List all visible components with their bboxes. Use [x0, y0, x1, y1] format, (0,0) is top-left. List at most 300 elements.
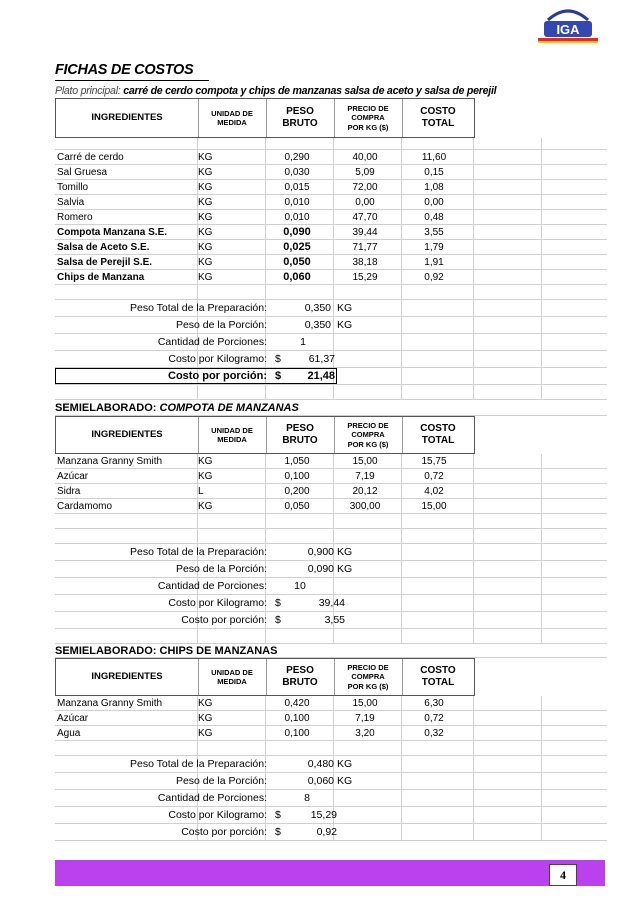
total-cost: 0,72 — [424, 712, 444, 724]
table-row — [55, 696, 607, 711]
header-peso: PESO BRUTO — [282, 664, 318, 688]
grid-line — [541, 150, 542, 164]
blank-row — [55, 138, 607, 150]
ingredient-name: Compota Manzana S.E. — [57, 226, 168, 238]
grid-line — [401, 629, 402, 643]
grid-line — [401, 544, 402, 560]
grid-line — [541, 529, 542, 543]
currency-sign: $ — [275, 809, 281, 821]
grid-line — [473, 368, 474, 384]
header-ingredientes: INGREDIENTES — [91, 671, 163, 683]
purchase-price: 0,00 — [355, 196, 375, 208]
total-weight-unit: KG — [337, 302, 353, 314]
grid-line — [541, 270, 542, 284]
grid-line — [333, 529, 334, 543]
cost-per-portion-label: Costo por porción: — [168, 370, 267, 382]
header-precio: PRECIO DE COMPRA POR KG ($) — [347, 420, 389, 449]
currency-sign: $ — [275, 614, 281, 626]
grid-line — [541, 180, 542, 194]
grid-line — [333, 300, 334, 316]
grid-line — [541, 578, 542, 594]
grid-line — [401, 756, 402, 772]
gross-weight: 0,290 — [284, 151, 310, 163]
gross-weight: 0,100 — [284, 470, 310, 482]
grid-line — [401, 612, 402, 628]
total-weight-unit: KG — [337, 546, 353, 558]
unit-of-measure: KG — [198, 181, 213, 193]
table-row — [55, 726, 607, 741]
header-divider — [198, 659, 199, 695]
portion-count-label: Cantidad de Porciones: — [157, 336, 267, 348]
grid-line — [333, 285, 334, 299]
table-row — [55, 180, 607, 195]
grid-line — [401, 385, 402, 399]
portion-count-label: Cantidad de Porciones: — [157, 792, 267, 804]
table-row — [55, 499, 607, 514]
gross-weight: 0,100 — [284, 712, 310, 724]
unit-of-measure: KG — [198, 151, 213, 163]
blank-row — [55, 529, 607, 544]
grid-line — [541, 300, 542, 316]
grid-line — [473, 300, 474, 316]
ingredient-name: Manzana Granny Smith — [57, 697, 163, 709]
ingredient-name: Sal Gruesa — [57, 166, 108, 178]
cost-per-portion-value: 3,55 — [324, 614, 345, 626]
ingredient-name: Azúcar — [57, 470, 89, 482]
grid-line — [473, 469, 474, 483]
gross-weight: 0,420 — [284, 697, 310, 709]
grid-line — [197, 138, 198, 149]
grid-line — [473, 165, 474, 179]
grid-line — [197, 629, 198, 643]
grid-line — [541, 726, 542, 740]
grid-line — [541, 317, 542, 333]
purchase-price: 40,00 — [352, 151, 378, 163]
section-title-chips: SEMIELABORADO: CHIPS DE MANZANAS — [55, 644, 607, 658]
unit-of-measure: KG — [198, 241, 213, 253]
header-divider — [402, 659, 403, 695]
grid-line — [541, 499, 542, 513]
total-cost: 0,00 — [424, 196, 444, 208]
ingredient-name: Salvia — [57, 196, 85, 208]
grid-line — [541, 385, 542, 399]
cost-per-portion-row — [55, 368, 607, 385]
cost-per-portion-value: 21,48 — [307, 370, 335, 382]
grid-line — [473, 150, 474, 164]
unit-of-measure: KG — [198, 211, 213, 223]
table-row — [55, 210, 607, 225]
unit-of-measure: KG — [198, 196, 213, 208]
total-cost: 0,92 — [424, 271, 444, 283]
portion-weight-value: 0,350 — [304, 319, 331, 331]
total-cost: 0,48 — [424, 211, 444, 223]
header-divider — [402, 99, 403, 137]
portion-weight-label: Peso de la Porción: — [175, 775, 267, 787]
grid-line — [401, 773, 402, 789]
blank-row — [55, 385, 607, 400]
grid-line — [473, 317, 474, 333]
currency-sign: $ — [275, 826, 281, 838]
total-cost: 1,79 — [424, 241, 444, 253]
blank-row — [55, 285, 607, 300]
cost-per-portion-row — [55, 612, 607, 629]
grid-line — [473, 240, 474, 254]
header-divider — [402, 417, 403, 453]
highlight-box — [55, 368, 337, 384]
total-cost: 11,60 — [421, 151, 447, 163]
unit-of-measure: KG — [198, 271, 213, 283]
gross-weight: 0,090 — [283, 226, 311, 238]
total-cost: 3,55 — [424, 226, 444, 238]
table-row — [55, 165, 607, 180]
unit-of-measure: KG — [198, 712, 213, 724]
grid-line — [541, 807, 542, 823]
gross-weight: 0,010 — [284, 211, 310, 223]
header-costo: COSTO TOTAL — [420, 105, 456, 129]
grid-line — [473, 773, 474, 789]
header-divider — [334, 659, 335, 695]
header-ingredientes: INGREDIENTES — [91, 112, 163, 124]
grid-line — [265, 629, 266, 643]
subtitle-value: carré de cerdo compota y chips de manzanas salsa de aceto y salsa de perejil — [123, 85, 497, 97]
cost-per-kg-value: 15,29 — [310, 809, 337, 821]
grid-line — [401, 317, 402, 333]
grid-line — [541, 255, 542, 269]
grid-line — [473, 499, 474, 513]
gross-weight: 0,100 — [284, 727, 310, 739]
total-weight-label: Peso Total de la Preparación: — [130, 546, 267, 558]
unit-of-measure: KG — [198, 697, 213, 709]
grid-line — [473, 696, 474, 710]
unit-of-measure: KG — [198, 166, 213, 178]
grid-line — [401, 351, 402, 367]
header-divider — [334, 417, 335, 453]
grid-line — [541, 240, 542, 254]
total-weight-value: 0,480 — [307, 758, 334, 770]
portion-count-label: Cantidad de Porciones: — [157, 580, 267, 592]
unit-of-measure: KG — [198, 727, 213, 739]
grid-line — [473, 544, 474, 560]
grid-line — [265, 138, 266, 149]
total-weight-unit: KG — [337, 758, 353, 770]
currency-sign: $ — [275, 370, 282, 382]
currency-sign: $ — [275, 597, 281, 609]
grid-line — [401, 807, 402, 823]
costs-sheet — [55, 98, 607, 850]
table-header — [55, 416, 475, 454]
grid-line — [541, 138, 542, 149]
purchase-price: 72,00 — [352, 181, 378, 193]
grid-line — [541, 696, 542, 710]
blank-row — [55, 741, 607, 756]
unit-of-measure: L — [198, 485, 204, 497]
grid-line — [541, 773, 542, 789]
table-row — [55, 240, 607, 255]
grid-line — [401, 334, 402, 350]
table-row — [55, 454, 607, 469]
grid-line — [473, 138, 474, 149]
grid-line — [401, 824, 402, 840]
grid-line — [197, 741, 198, 755]
grid-line — [197, 285, 198, 299]
ingredient-name: Tomillo — [57, 181, 89, 193]
grid-line — [541, 711, 542, 725]
purchase-price: 20,12 — [352, 485, 378, 497]
cost-per-kg-label: Costo por Kilogramo: — [168, 353, 267, 365]
grid-line — [473, 561, 474, 577]
grid-line — [401, 790, 402, 806]
total-weight-row — [55, 544, 607, 561]
grid-line — [541, 454, 542, 468]
header-ingredientes: INGREDIENTES — [91, 429, 163, 441]
total-weight-value: 0,350 — [304, 302, 331, 314]
blank-row — [55, 514, 607, 529]
gross-weight: 0,010 — [284, 196, 310, 208]
grid-line — [333, 578, 334, 594]
portion-weight-row — [55, 317, 607, 334]
grid-line — [473, 629, 474, 643]
grid-line — [473, 285, 474, 299]
purchase-price: 39,44 — [352, 226, 378, 238]
grid-line — [541, 368, 542, 384]
subtitle — [55, 85, 496, 97]
grid-line — [333, 741, 334, 755]
grid-line — [541, 165, 542, 179]
grid-line — [401, 514, 402, 528]
table-row — [55, 225, 607, 240]
portion-weight-unit: KG — [337, 775, 353, 787]
total-weight-label: Peso Total de la Preparación: — [130, 758, 267, 770]
grid-line — [473, 756, 474, 772]
portion-weight-value: 0,060 — [307, 775, 334, 787]
grid-line — [401, 300, 402, 316]
portion-count-value: 1 — [300, 336, 306, 348]
grid-line — [265, 741, 266, 755]
header-unidad: UNIDAD DE MEDIDA — [211, 425, 253, 444]
portion-weight-label: Peso de la Porción: — [175, 563, 267, 575]
grid-line — [541, 824, 542, 840]
total-cost: 1,91 — [424, 256, 444, 268]
unit-of-measure: KG — [198, 226, 213, 238]
grid-line — [333, 334, 334, 350]
header-divider — [266, 659, 267, 695]
grid-line — [401, 578, 402, 594]
grid-line — [333, 317, 334, 333]
portion-weight-row — [55, 561, 607, 578]
grid-line — [541, 225, 542, 239]
gross-weight: 0,025 — [283, 241, 311, 253]
header-unidad: UNIDAD DE MEDIDA — [211, 667, 253, 686]
purchase-price: 7,19 — [355, 470, 375, 482]
section-title-compota — [55, 400, 607, 416]
ingredient-name: Azúcar — [57, 712, 89, 724]
total-cost: 15,75 — [421, 455, 447, 467]
grid-line — [473, 210, 474, 224]
cost-per-kg-row — [55, 807, 607, 824]
grid-line — [473, 255, 474, 269]
grid-line — [265, 285, 266, 299]
header-divider — [198, 417, 199, 453]
grid-line — [473, 741, 474, 755]
gross-weight: 0,015 — [284, 181, 310, 193]
portion-count-value: 10 — [294, 580, 306, 592]
header-unidad: UNIDAD DE MEDIDA — [211, 108, 253, 127]
purchase-price: 300,00 — [349, 500, 381, 512]
header-divider — [198, 99, 199, 137]
table-row — [55, 484, 607, 499]
unit-of-measure: KG — [198, 455, 213, 467]
cost-per-portion-label: Costo por porción: — [181, 614, 267, 626]
portion-weight-label: Peso de la Porción: — [175, 319, 267, 331]
portion-weight-value: 0,090 — [307, 563, 334, 575]
grid-line — [473, 454, 474, 468]
currency-sign: $ — [275, 353, 281, 365]
ingredient-name: Sidra — [57, 485, 81, 497]
grid-line — [541, 561, 542, 577]
portion-weight-row — [55, 773, 607, 790]
total-weight-row — [55, 756, 607, 773]
grid-line — [197, 514, 198, 528]
grid-line — [401, 595, 402, 611]
total-weight-value: 0,900 — [307, 546, 334, 558]
header-divider — [266, 99, 267, 137]
total-weight-label: Peso Total de la Preparación: — [130, 302, 267, 314]
header-peso: PESO BRUTO — [282, 105, 318, 129]
portion-count-row — [55, 578, 607, 595]
total-cost: 1,08 — [424, 181, 444, 193]
gross-weight: 0,050 — [283, 256, 311, 268]
grid-line — [473, 790, 474, 806]
grid-line — [541, 756, 542, 772]
grid-line — [541, 629, 542, 643]
grid-line — [473, 334, 474, 350]
portion-weight-unit: KG — [337, 319, 353, 331]
header-precio: PRECIO DE COMPRA POR KG ($) — [347, 662, 389, 691]
grid-line — [473, 195, 474, 209]
total-cost: 15,00 — [421, 500, 447, 512]
grid-line — [473, 807, 474, 823]
header-peso: PESO BRUTO — [282, 422, 318, 446]
grid-line — [265, 529, 266, 543]
table-header — [55, 98, 475, 138]
grid-line — [265, 385, 266, 399]
header-costo: COSTO TOTAL — [420, 664, 456, 688]
cost-per-kg-row — [55, 595, 607, 612]
grid-line — [541, 612, 542, 628]
unit-of-measure: KG — [198, 470, 213, 482]
portion-count-row — [55, 790, 607, 807]
cost-per-portion-row — [55, 824, 607, 841]
grid-line — [541, 469, 542, 483]
table-row — [55, 270, 607, 285]
gross-weight: 0,200 — [284, 485, 310, 497]
total-cost: 4,02 — [424, 485, 444, 497]
grid-line — [333, 629, 334, 643]
grid-line — [333, 138, 334, 149]
footer-bar — [55, 860, 605, 886]
table-row — [55, 150, 607, 165]
grid-line — [473, 514, 474, 528]
cost-per-kg-value: 61,37 — [308, 353, 335, 365]
subtitle-label: Plato principal: — [55, 85, 121, 97]
purchase-price: 15,29 — [352, 271, 378, 283]
purchase-price: 3,20 — [355, 727, 375, 739]
grid-line — [541, 195, 542, 209]
grid-line — [541, 595, 542, 611]
purchase-price: 47,70 — [352, 211, 378, 223]
logo-text: IGA — [556, 22, 580, 37]
iga-logo — [534, 6, 602, 46]
grid-line — [473, 711, 474, 725]
purchase-price: 38,18 — [352, 256, 378, 268]
unit-of-measure: KG — [198, 500, 213, 512]
ingredient-name: Salsa de Aceto S.E. — [57, 241, 150, 253]
ingredient-name: Romero — [57, 211, 93, 223]
ingredient-name: Cardamomo — [57, 500, 113, 512]
total-cost: 0,32 — [424, 727, 444, 739]
cost-per-kg-label: Costo por Kilogramo: — [168, 597, 267, 609]
table-row — [55, 195, 607, 210]
portion-count-value: 8 — [304, 792, 310, 804]
title-underline — [55, 80, 209, 81]
page-number: 4 — [549, 864, 577, 886]
total-weight-row — [55, 300, 607, 317]
cost-per-kg-label: Costo por Kilogramo: — [168, 809, 267, 821]
grid-line — [541, 514, 542, 528]
grid-line — [473, 351, 474, 367]
grid-line — [473, 529, 474, 543]
table-row — [55, 711, 607, 726]
blank-row — [55, 629, 607, 644]
table-row — [55, 469, 607, 484]
cost-per-kg-value: 39,44 — [318, 597, 345, 609]
portion-count-row — [55, 334, 607, 351]
grid-line — [333, 514, 334, 528]
gross-weight: 0,030 — [284, 166, 310, 178]
section-name: COMPOTA DE MANZANAS — [159, 401, 299, 414]
grid-line — [401, 561, 402, 577]
grid-line — [541, 790, 542, 806]
header-divider — [334, 99, 335, 137]
grid-line — [541, 210, 542, 224]
cost-per-kg-row — [55, 351, 607, 368]
grid-line — [541, 544, 542, 560]
header-costo: COSTO TOTAL — [420, 422, 456, 446]
purchase-price: 15,00 — [352, 455, 378, 467]
total-cost: 6,30 — [424, 697, 444, 709]
gross-weight: 0,060 — [283, 271, 311, 283]
table-row — [55, 255, 607, 270]
total-cost: 0,15 — [424, 166, 444, 178]
cost-per-portion-value: 0,92 — [316, 826, 337, 838]
grid-line — [541, 484, 542, 498]
ingredient-name: Agua — [57, 727, 81, 739]
grid-line — [473, 824, 474, 840]
grid-line — [473, 225, 474, 239]
grid-line — [265, 514, 266, 528]
table-header — [55, 658, 475, 696]
grid-line — [333, 385, 334, 399]
grid-line — [473, 595, 474, 611]
purchase-price: 15,00 — [352, 697, 378, 709]
header-precio: PRECIO DE COMPRA POR KG ($) — [347, 103, 389, 132]
grid-line — [401, 368, 402, 384]
purchase-price: 71,77 — [352, 241, 378, 253]
portion-weight-unit: KG — [337, 563, 353, 575]
page-title: FICHAS DE COSTOS — [55, 62, 194, 78]
grid-line — [541, 285, 542, 299]
grid-line — [541, 351, 542, 367]
